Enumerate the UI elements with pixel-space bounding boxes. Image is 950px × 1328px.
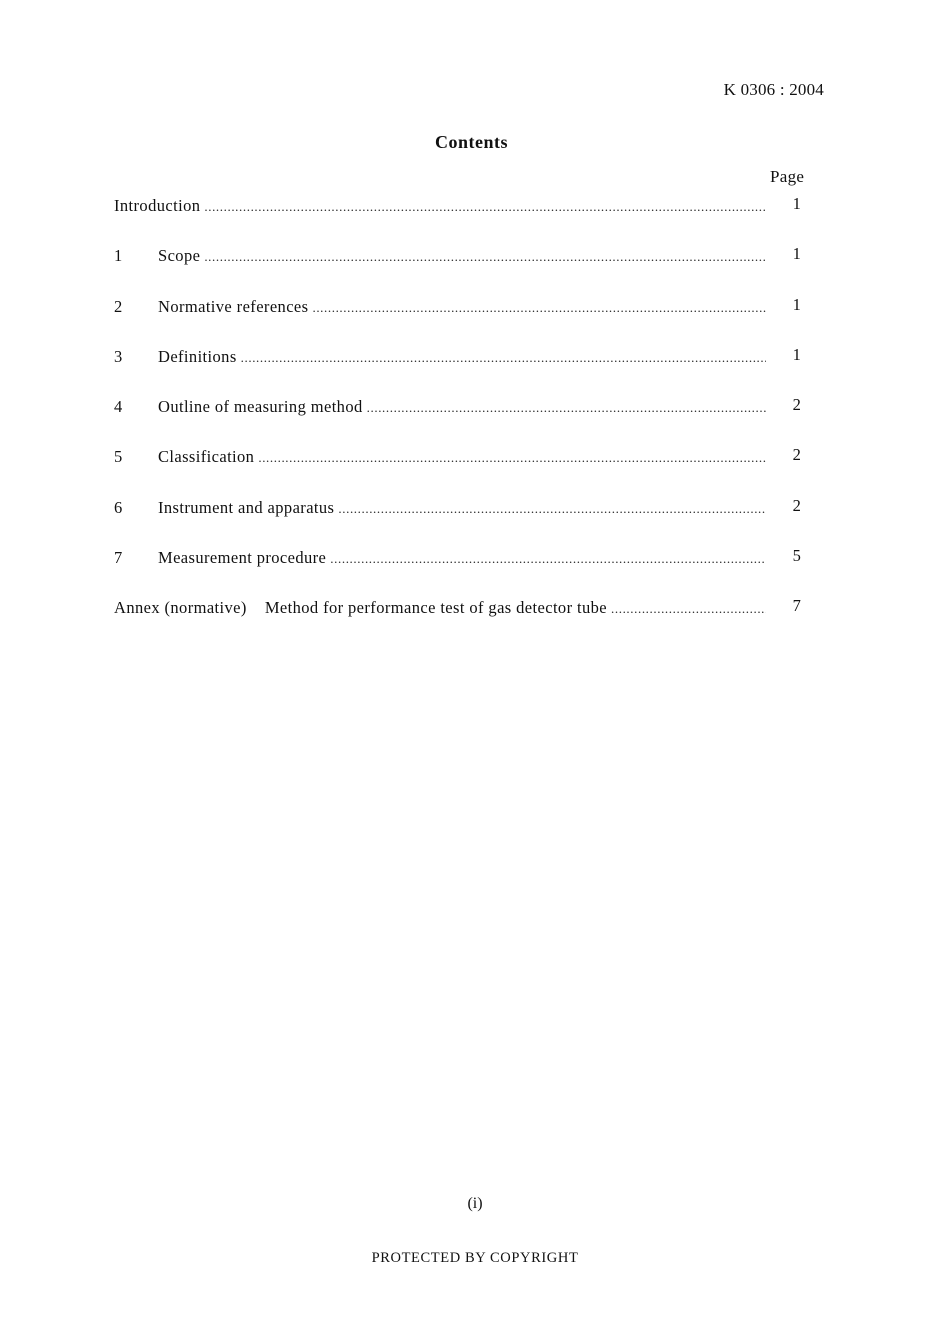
toc-entry-outline-of-measuring-method[interactable] <box>114 397 834 447</box>
toc-entry-number: 4 <box>114 397 123 417</box>
table-of-contents <box>114 196 834 649</box>
dot-leader <box>204 249 766 265</box>
document-id: K 0306 : 2004 <box>723 80 824 99</box>
toc-entry-label: Outline of measuring method <box>158 397 363 417</box>
toc-entry-number: 7 <box>114 548 123 568</box>
toc-entry-page: 1 <box>792 294 802 314</box>
toc-entry-scope[interactable] <box>114 246 834 296</box>
toc-entry-page: 2 <box>792 395 802 415</box>
toc-entry-number: 3 <box>114 346 123 366</box>
toc-entry-number: 6 <box>114 497 123 517</box>
toc-entry-page: 1 <box>792 194 802 213</box>
page-number: (i) <box>467 1195 483 1212</box>
toc-entry-label: Measurement procedure <box>158 548 327 568</box>
toc-entry-label: Instrument and apparatus <box>158 497 335 517</box>
page-column-header: Page <box>770 167 805 186</box>
page-title: Contents <box>434 132 508 152</box>
toc-entry-classification[interactable] <box>114 447 834 497</box>
toc-entry-page: 2 <box>792 445 802 465</box>
copyright-notice: PROTECTED BY COPYRIGHT <box>371 1250 579 1266</box>
toc-entry-page: 1 <box>792 344 802 364</box>
toc-entry-instrument-and-apparatus[interactable] <box>114 495 834 548</box>
toc-entry-normative-references[interactable] <box>114 294 834 347</box>
toc-entry-definitions[interactable] <box>114 344 834 397</box>
toc-entry-label: Scope <box>158 246 201 266</box>
dot-leader <box>611 601 766 617</box>
toc-entry-number: 5 <box>114 447 123 467</box>
toc-entry-label: Definitions <box>158 346 237 366</box>
dot-leader <box>258 450 766 466</box>
toc-entry-introduction[interactable] <box>114 196 834 246</box>
toc-entry-label: Classification <box>158 447 255 467</box>
dot-leader <box>204 199 766 215</box>
toc-entry-page: 1 <box>792 244 802 264</box>
toc-entry-page: 7 <box>792 596 802 616</box>
dot-leader <box>367 400 766 416</box>
toc-entry-prefix: Annex (normative) <box>114 598 247 618</box>
dot-leader <box>241 350 766 366</box>
dot-leader <box>312 300 766 316</box>
toc-entry-label: Method for performance test of gas detector tube <box>264 598 608 618</box>
toc-entry-page: 2 <box>792 495 802 515</box>
toc-entry-number: 1 <box>114 246 123 266</box>
toc-entry-measurement-procedure[interactable] <box>114 548 834 598</box>
toc-entry-annex[interactable] <box>114 598 834 648</box>
dot-leader <box>338 501 766 517</box>
toc-entry-page: 5 <box>792 546 802 566</box>
dot-leader <box>330 551 766 567</box>
toc-entry-label: Normative references <box>158 296 309 316</box>
toc-entry-number: 2 <box>114 296 123 316</box>
toc-entry-label: Introduction <box>114 196 201 215</box>
